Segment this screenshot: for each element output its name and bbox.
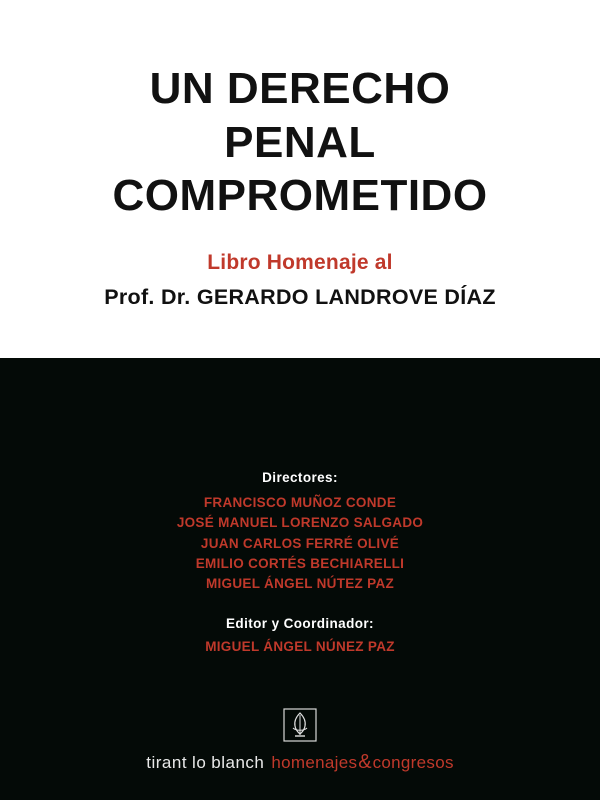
honoree-name: Prof. Dr. GERARDO LANDROVE DÍAZ: [104, 285, 496, 310]
directors-label: Directores:: [262, 470, 338, 485]
tribute-label: Libro Homenaje al: [207, 251, 393, 275]
publisher-word-congresos: congresos: [372, 753, 454, 772]
title-line-2: PENAL: [224, 117, 376, 167]
tribute-block: [104, 249, 496, 310]
directors-block: [177, 470, 423, 594]
publisher-word-homenajes: homenajes: [271, 753, 358, 772]
list-item: MIGUEL ÁNGEL NÚTEZ PAZ: [205, 576, 395, 591]
publisher-wordmark: [146, 751, 454, 774]
title-line-3: COMPROMETIDO: [112, 171, 488, 221]
publisher-word-blanch: blanch: [211, 753, 265, 772]
editor-block: [205, 616, 395, 654]
list-item: JOSÉ MANUEL LORENZO SALGADO: [176, 515, 424, 531]
list-item: EMILIO CORTÉS BECHIARELLI: [195, 555, 405, 571]
page-title: [112, 62, 487, 223]
title-line-1: UN DERECHO: [149, 64, 451, 113]
tirant-lo-blanch-logo-icon: [283, 708, 317, 747]
publisher-word-lo: lo: [192, 753, 207, 772]
publisher-logo: [0, 708, 600, 774]
publisher-ampersand: &: [358, 751, 372, 773]
directors-list: [177, 493, 423, 594]
editor-name: MIGUEL ÁNGEL NÚNEZ PAZ: [205, 639, 395, 655]
publisher-word-tirant: tirant: [146, 753, 188, 772]
cover-credits-panel: [0, 358, 600, 800]
list-item: JUAN CARLOS FERRÉ OLIVÉ: [200, 535, 400, 551]
editor-label: Editor y Coordinador:: [226, 616, 374, 632]
cover-title-panel: [0, 0, 600, 358]
list-item: FRANCISCO MUÑOZ CONDE: [203, 495, 397, 510]
